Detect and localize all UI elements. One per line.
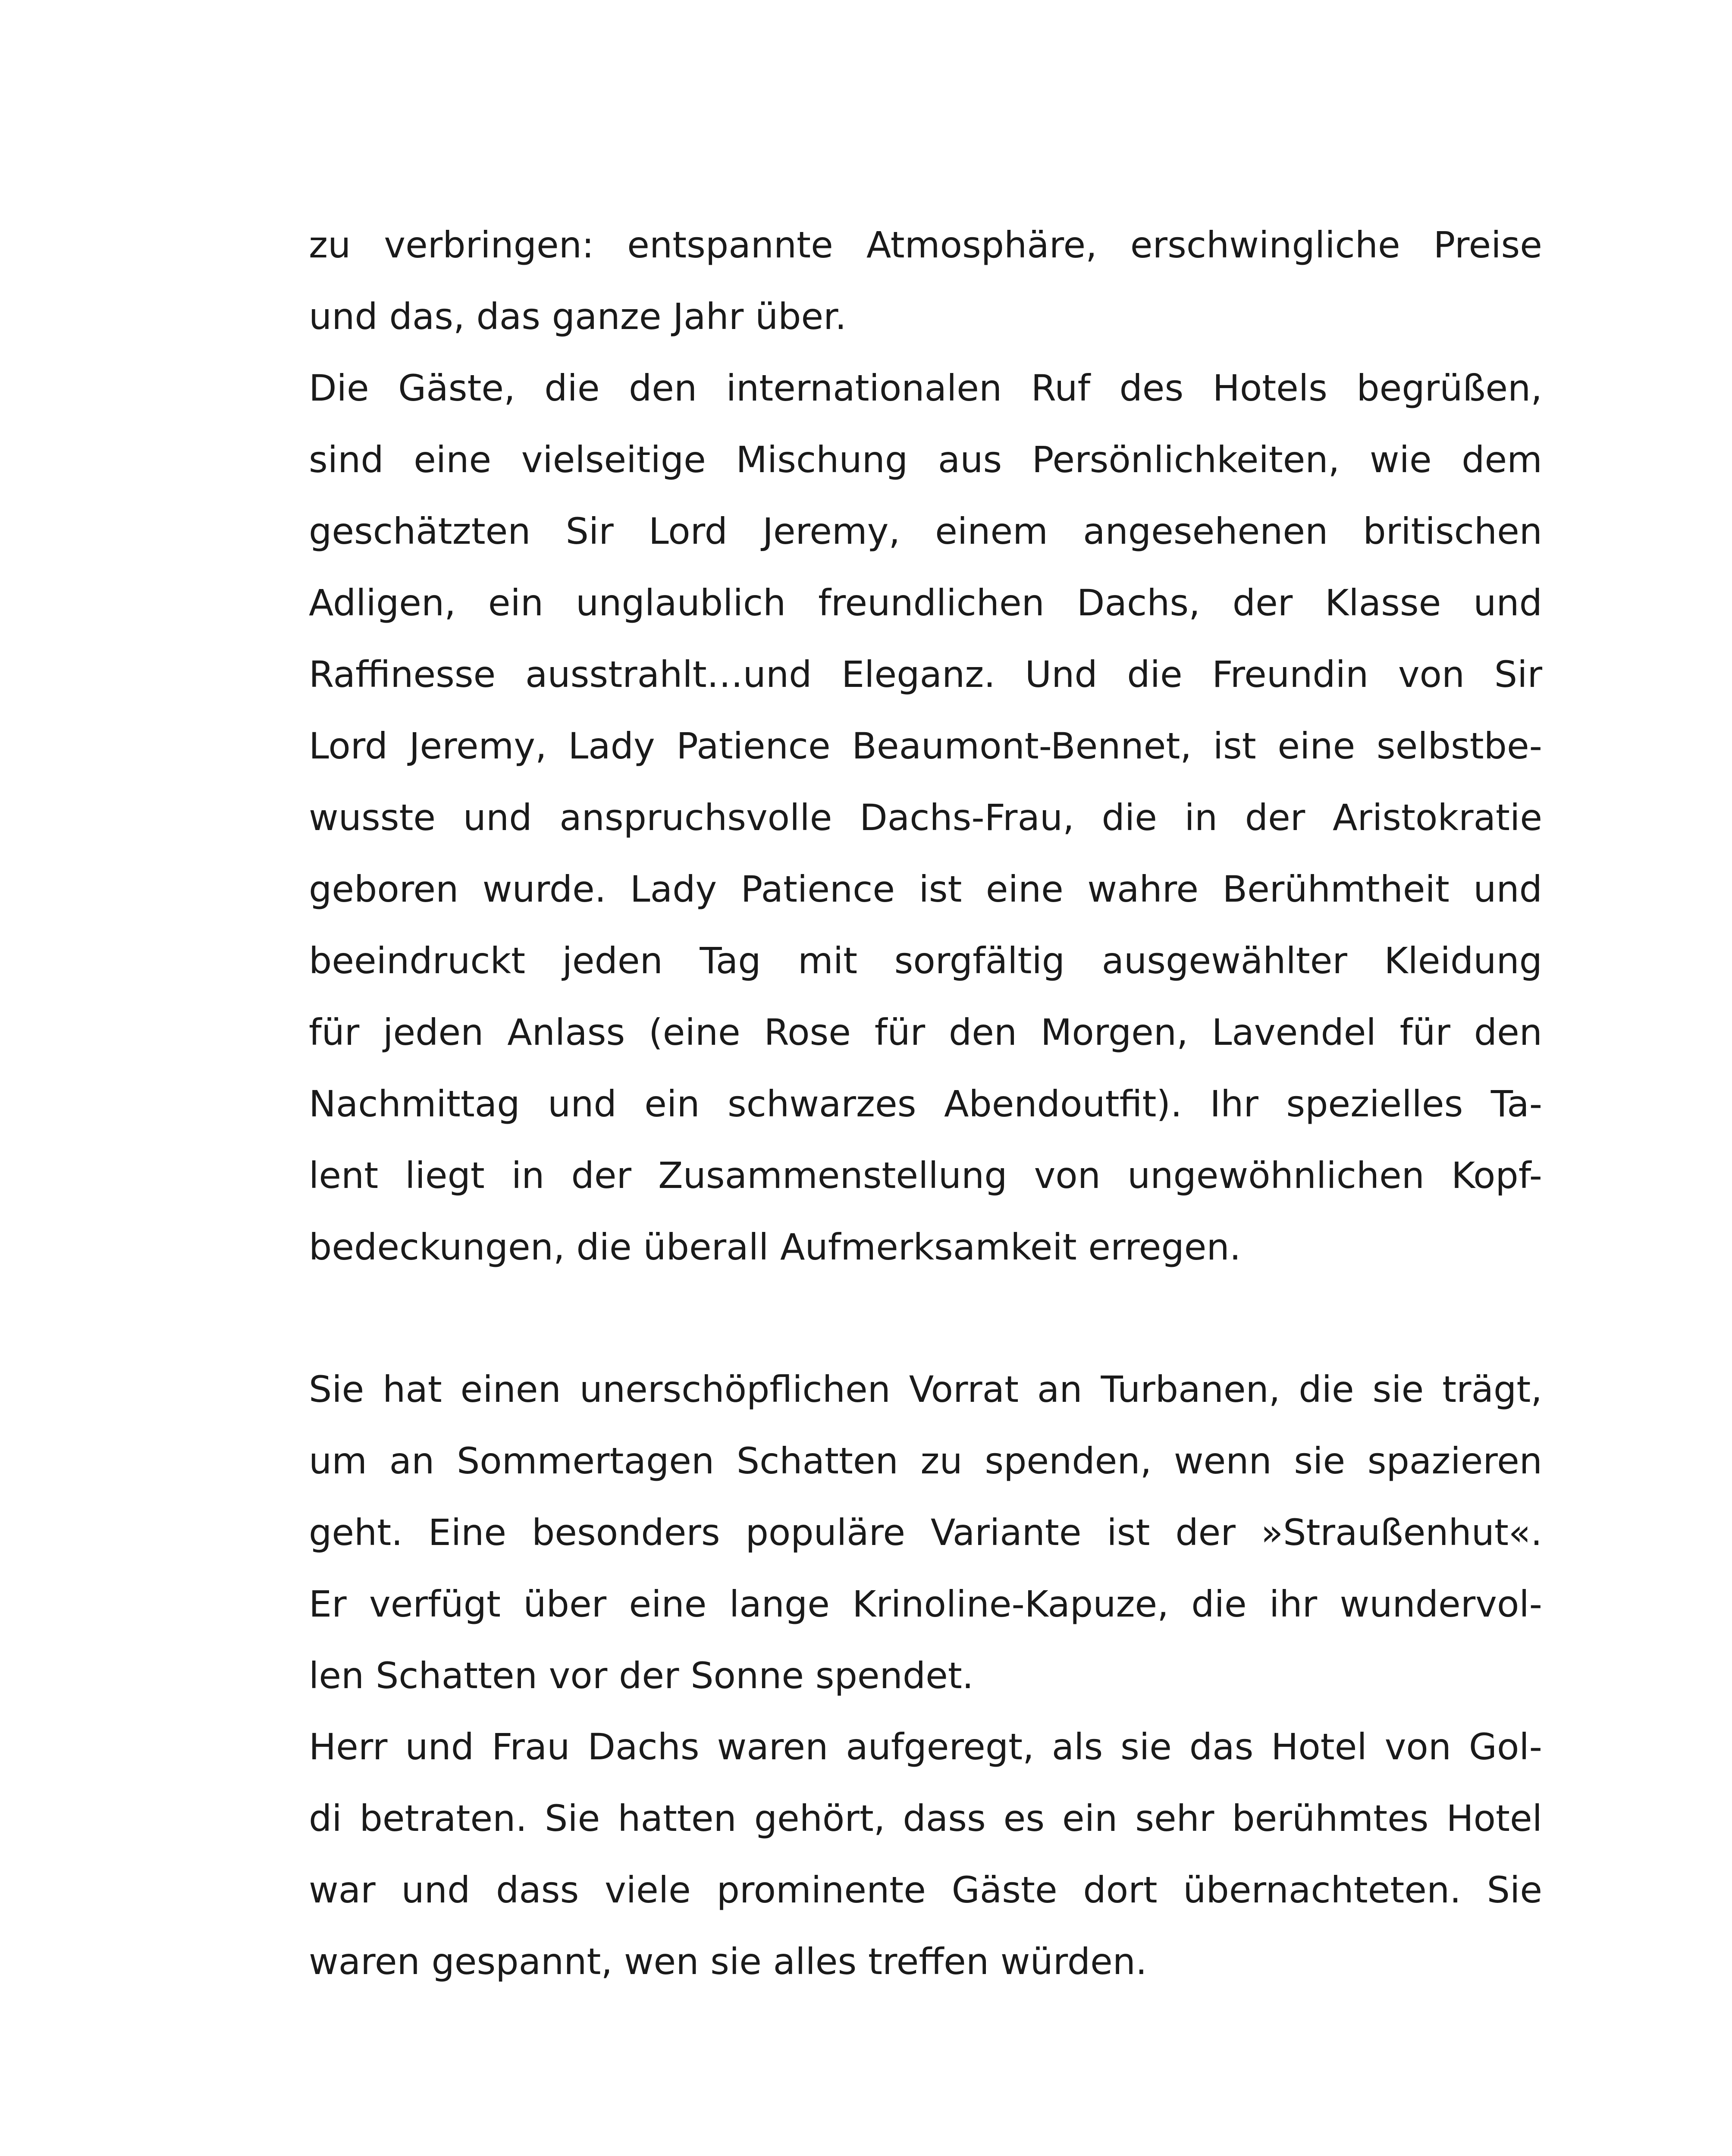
text-line: len Schatten vor der Sonne spendet. (309, 1655, 974, 1697)
text-line: sind eine vielseitige Mischung aus Persönlichkeiten, wie dem (309, 439, 1542, 481)
text-line: Nachmittag und ein schwarzes Abendoutfit). Ihr spezielles Ta- (309, 1083, 1542, 1125)
text-line: geschätzten Sir Lord Jeremy, einem angesehenen britischen (309, 510, 1542, 552)
paragraph-1 (309, 209, 1542, 1283)
paragraph-2 (309, 1354, 1542, 1711)
text-line: zu verbringen: entspannte Atmosphäre, erschwingliche Preise (309, 224, 1542, 266)
text-line: Raffinesse ausstrahlt…und Eleganz. Und die Freundin von Sir (309, 653, 1542, 696)
text-line: Lord Jeremy, Lady Patience Beaumont-Bennet, ist eine selbstbe- (309, 725, 1542, 767)
text-line: und das, das ganze Jahr über. (309, 295, 847, 338)
text-line: geboren wurde. Lady Patience ist eine wahre Berühmtheit und (309, 868, 1542, 910)
text-line: um an Sommertagen Schatten zu spenden, wenn sie spazieren (309, 1440, 1542, 1482)
text-line: Herr und Frau Dachs waren aufgeregt, als sie das Hotel von Gol- (309, 1726, 1542, 1768)
text-line: Sie hat einen unerschöpflichen Vorrat an Turbanen, die sie trägt, (309, 1368, 1542, 1410)
text-line: für jeden Anlass (eine Rose für den Morgen, Lavendel für den (309, 1011, 1542, 1053)
paragraph-3 (309, 1711, 1542, 1997)
text-line: di betraten. Sie hatten gehört, dass es ein sehr berühmtes Hotel (309, 1797, 1542, 1839)
text-line: Er verfügt über eine lange Krinoline-Kapuze, die ihr wundervol- (309, 1583, 1542, 1625)
text-line: wusste und anspruchsvolle Dachs-Frau, die in der Aristokratie (309, 796, 1542, 839)
text-line: Die Gäste, die den internationalen Ruf des Hotels begrüßen, (309, 367, 1542, 409)
text-line: bedeckungen, die überall Aufmerksamkeit erregen. (309, 1226, 1241, 1268)
text-line: beeindruckt jeden Tag mit sorgfältig ausgewählter Kleidung (309, 940, 1542, 982)
text-line: war und dass viele prominente Gäste dort übernachteten. Sie (309, 1869, 1542, 1911)
text-line: Adligen, ein unglaublich freundlichen Dachs, der Klasse und (309, 582, 1542, 624)
text-line: lent liegt in der Zusammenstellung von ungewöhnlichen Kopf- (309, 1154, 1542, 1197)
text-line: geht. Eine besonders populäre Variante ist der »Straußenhut«. (309, 1511, 1542, 1554)
text-line: waren gespannt, wen sie alles treffen würden. (309, 1940, 1147, 1983)
